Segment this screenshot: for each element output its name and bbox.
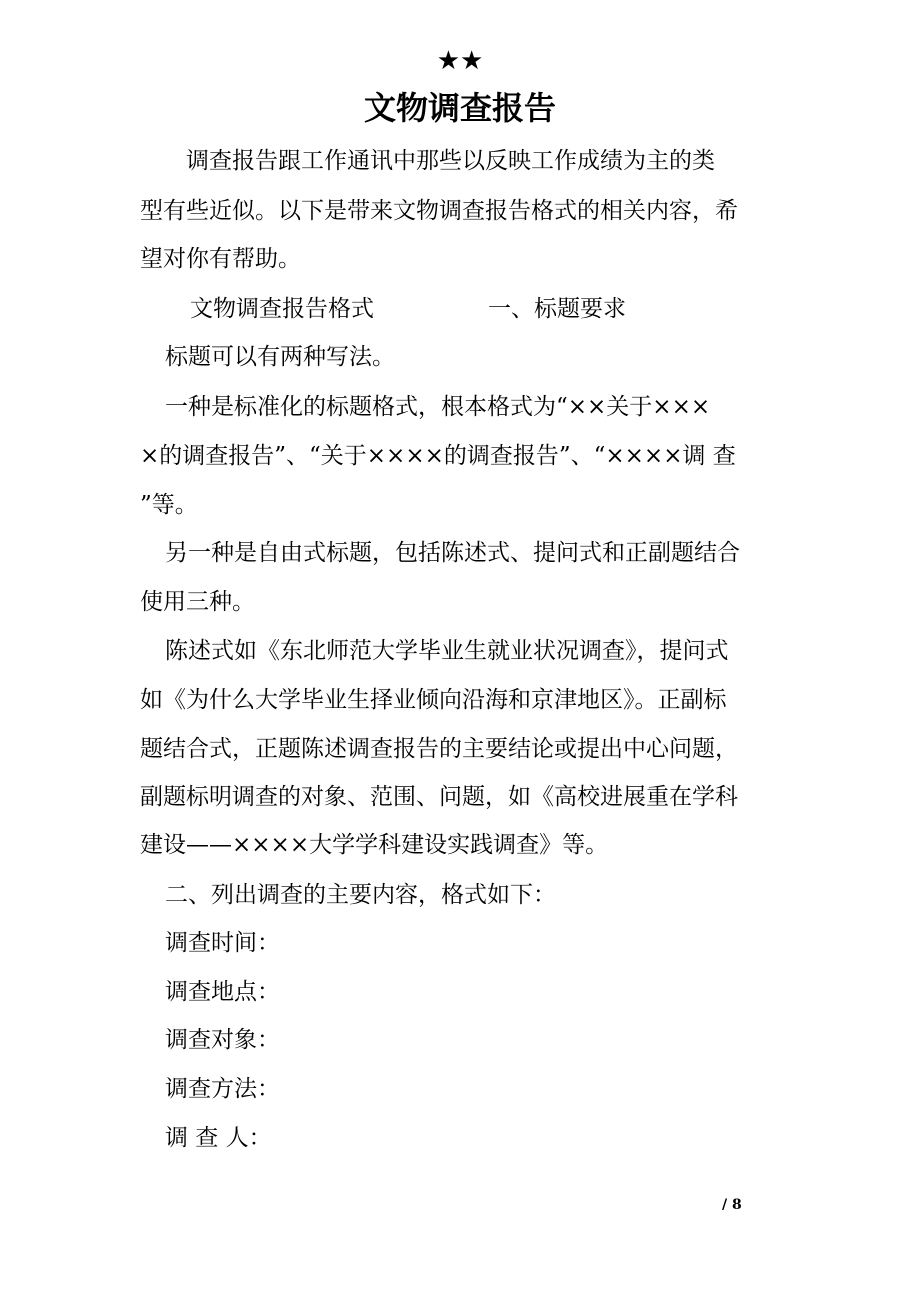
- paragraph-two-ways: 标题可以有两种写法。: [165, 344, 395, 370]
- field-surveyor: 调 查 人：: [165, 1125, 272, 1151]
- field-survey-time: 调查时间：: [165, 930, 280, 956]
- paragraph-examples-line-4: 副题标明调查的对象、范围、问题，如《高校进展重在学科: [140, 784, 738, 810]
- section-subheading: 一、标题要求: [488, 296, 626, 322]
- field-survey-method: 调查方法：: [165, 1076, 280, 1102]
- page-number: / 8: [722, 1197, 742, 1213]
- intro-line-3: 望对你有帮助。: [140, 246, 301, 272]
- page-title: 文物调查报告: [363, 89, 556, 127]
- paragraph-standard-line-1: 一种是标准化的标题格式，根本格式为“××关于×××: [165, 394, 711, 420]
- section-heading: 文物调查报告格式: [190, 296, 374, 322]
- intro-line-2: 型有些近似。以下是带来文物调查报告格式的相关内容，希: [140, 198, 738, 224]
- paragraph-standard-line-2: ×的调查报告”、“关于××××的调查报告”、“××××调 查: [140, 443, 736, 469]
- paragraph-examples-line-1: 陈述式如《东北师范大学毕业生就业状况调查》，提问式: [165, 638, 729, 664]
- field-survey-location: 调查地点：: [165, 979, 280, 1005]
- intro-line-1: 调查报告跟工作通讯中那些以反映工作成绩为主的类: [186, 148, 715, 174]
- paragraph-standard-line-3: ”等。: [140, 492, 198, 518]
- paragraph-examples-line-5: 建设——××××大学学科建设实践调查》等。: [140, 832, 609, 858]
- paragraph-examples-line-2: 如《为什么大学毕业生择业倾向沿海和京津地区》。正副标: [140, 687, 727, 713]
- list-heading: 二、列出调查的主要内容，格式如下：: [165, 882, 556, 908]
- paragraph-free-line-2: 使用三种。: [140, 589, 255, 615]
- header-stars: ★★: [436, 46, 484, 76]
- field-survey-subject: 调查对象：: [165, 1027, 280, 1053]
- paragraph-free-line-1: 另一种是自由式标题，包括陈述式、提问式和正副题结合: [165, 540, 740, 566]
- paragraph-examples-line-3: 题结合式，正题陈述调查报告的主要结论或提出中心问题，: [140, 736, 738, 762]
